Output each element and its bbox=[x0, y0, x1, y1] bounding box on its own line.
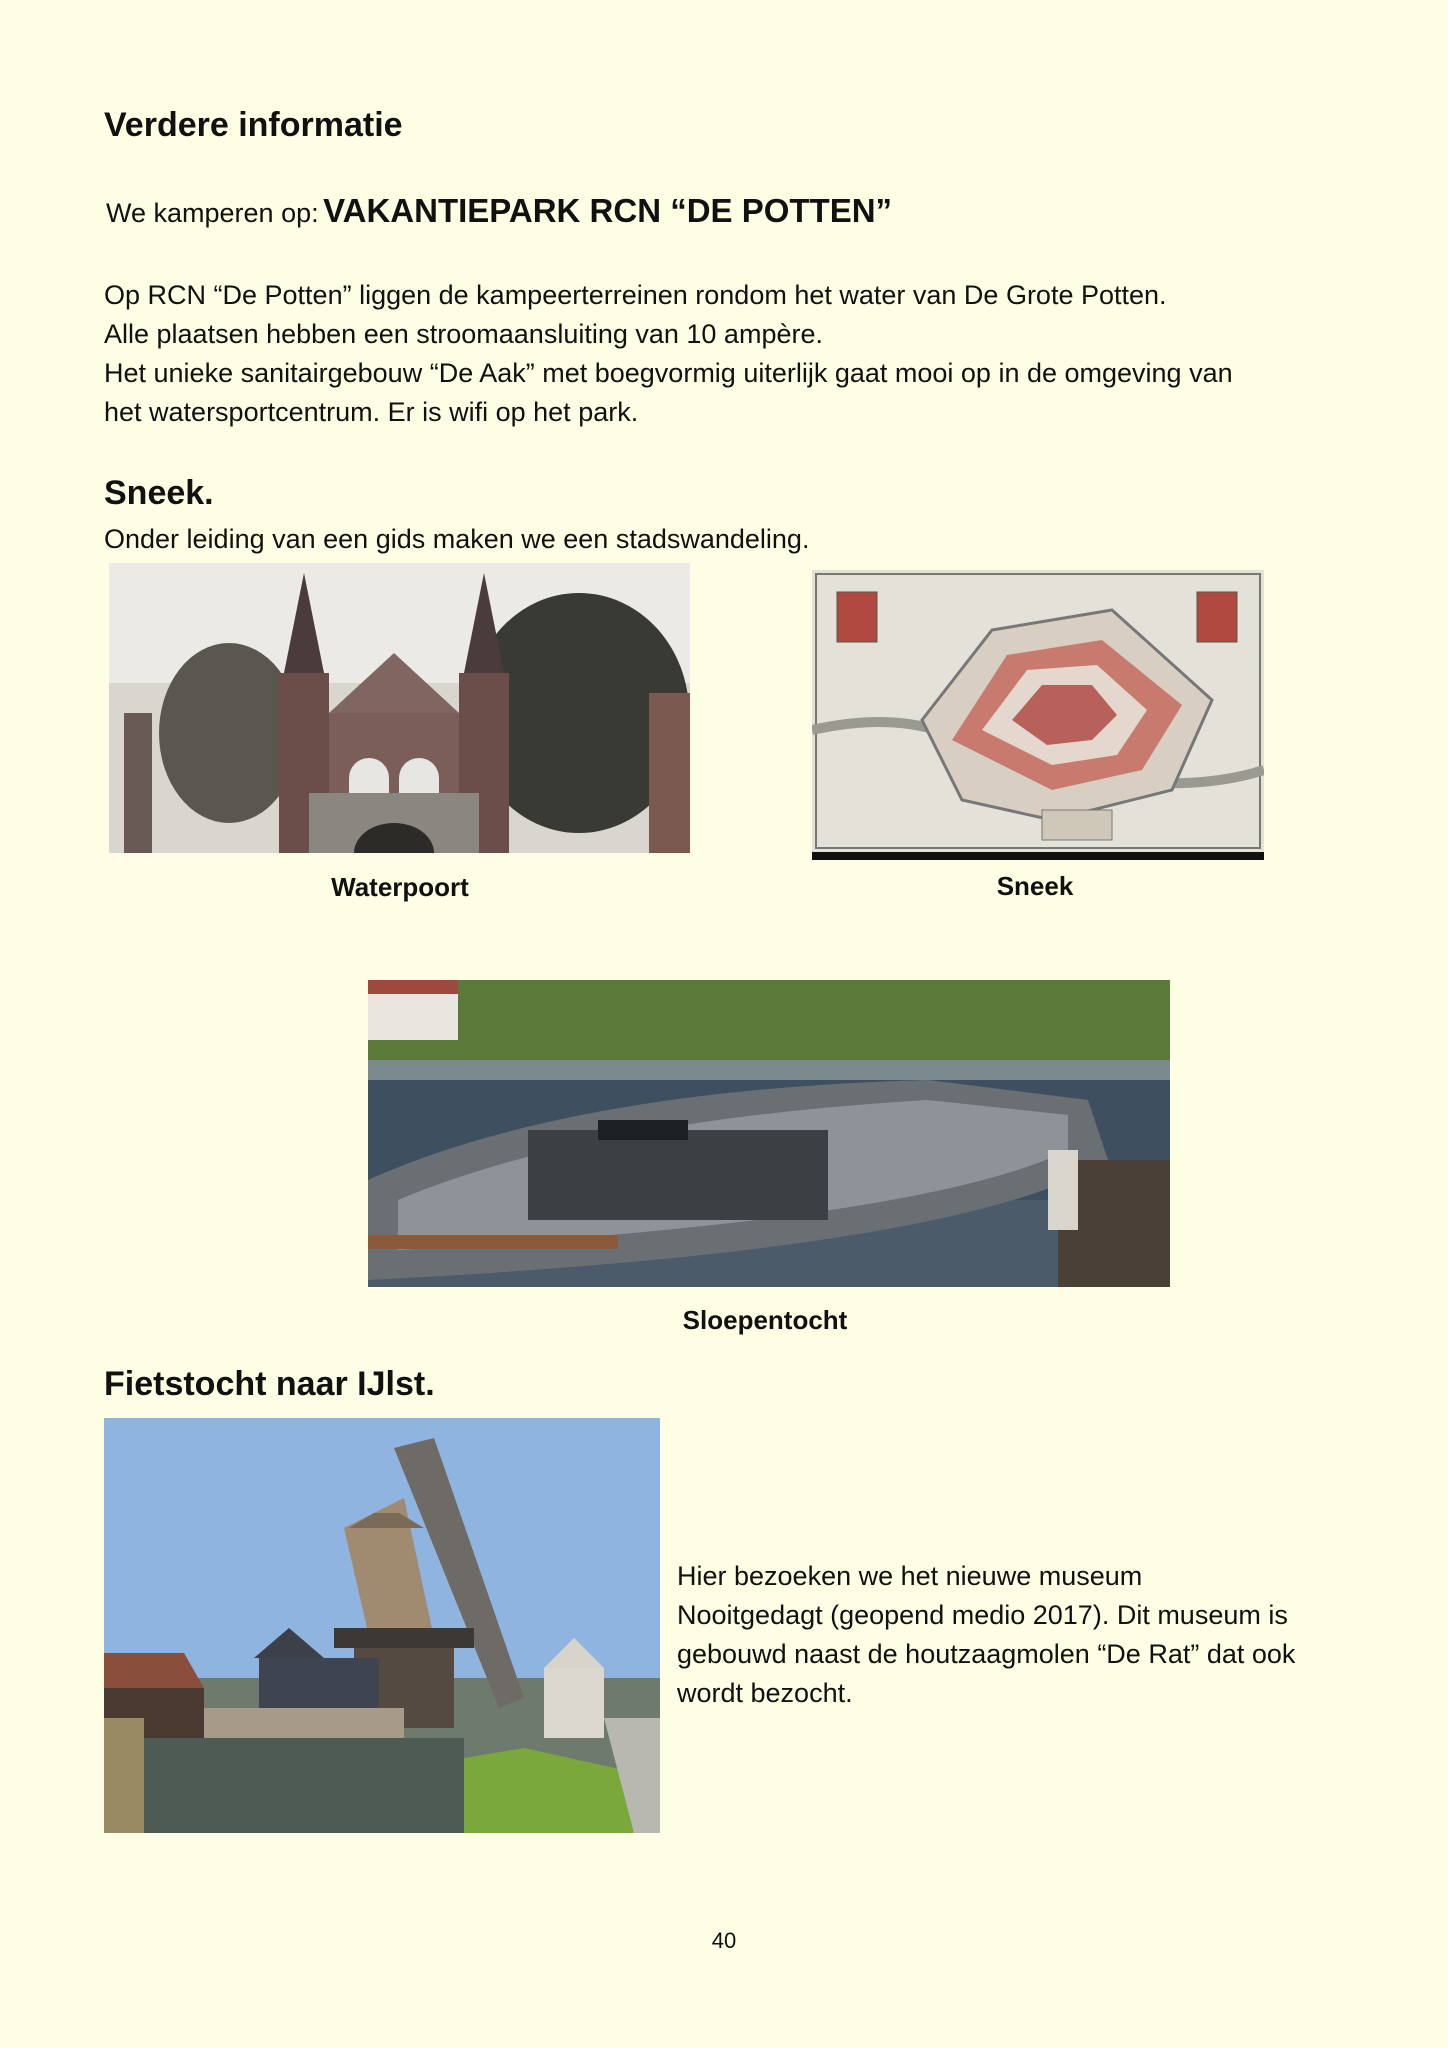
waterpoort-photo bbox=[109, 563, 690, 853]
intro-line: Op RCN “De Potten” liggen de kampeerterreinen rondom het water van De Grote Potten. bbox=[104, 280, 1167, 310]
intro-line: het watersportcentrum. Er is wifi op het park. bbox=[104, 397, 639, 427]
sneek-title: Sneek. bbox=[104, 474, 214, 512]
intro-paragraph bbox=[104, 276, 1364, 432]
windmill-photo bbox=[104, 1418, 660, 1833]
sneek-map-image bbox=[812, 570, 1264, 860]
ijlst-line: wordt bezocht. bbox=[677, 1678, 853, 1708]
ijlst-title: Fietstocht naar IJlst. bbox=[104, 1365, 435, 1403]
sneek-map-caption: Sneek bbox=[996, 871, 1074, 901]
sloepentocht-photo bbox=[368, 980, 1170, 1287]
page-number: 40 bbox=[711, 1928, 737, 1953]
section-heading: Verdere informatie bbox=[104, 106, 403, 144]
ijlst-paragraph bbox=[677, 1557, 1377, 1713]
ijlst-line: Nooitgedagt (geopend medio 2017). Dit museum is bbox=[677, 1600, 1288, 1630]
sneek-text: Onder leiding van een gids maken we een stadswandeling. bbox=[104, 524, 810, 554]
camping-line bbox=[106, 192, 892, 230]
ijlst-line: Hier bezoeken we het nieuwe museum bbox=[677, 1561, 1143, 1591]
camping-prefix: We kamperen op: bbox=[106, 198, 319, 228]
waterpoort-caption: Waterpoort bbox=[331, 872, 469, 902]
intro-line: Alle plaatsen hebben een stroomaansluiting van 10 ampère. bbox=[104, 319, 823, 349]
camping-name: VAKANTIEPARK RCN “DE POTTEN” bbox=[323, 192, 893, 229]
sloepentocht-caption: Sloepentocht bbox=[682, 1305, 848, 1335]
intro-line: Het unieke sanitairgebouw “De Aak” met boegvormig uiterlijk gaat mooi op in de omgeving van bbox=[104, 358, 1233, 388]
ijlst-line: gebouwd naast de houtzaagmolen “De Rat” dat ook bbox=[677, 1639, 1296, 1669]
